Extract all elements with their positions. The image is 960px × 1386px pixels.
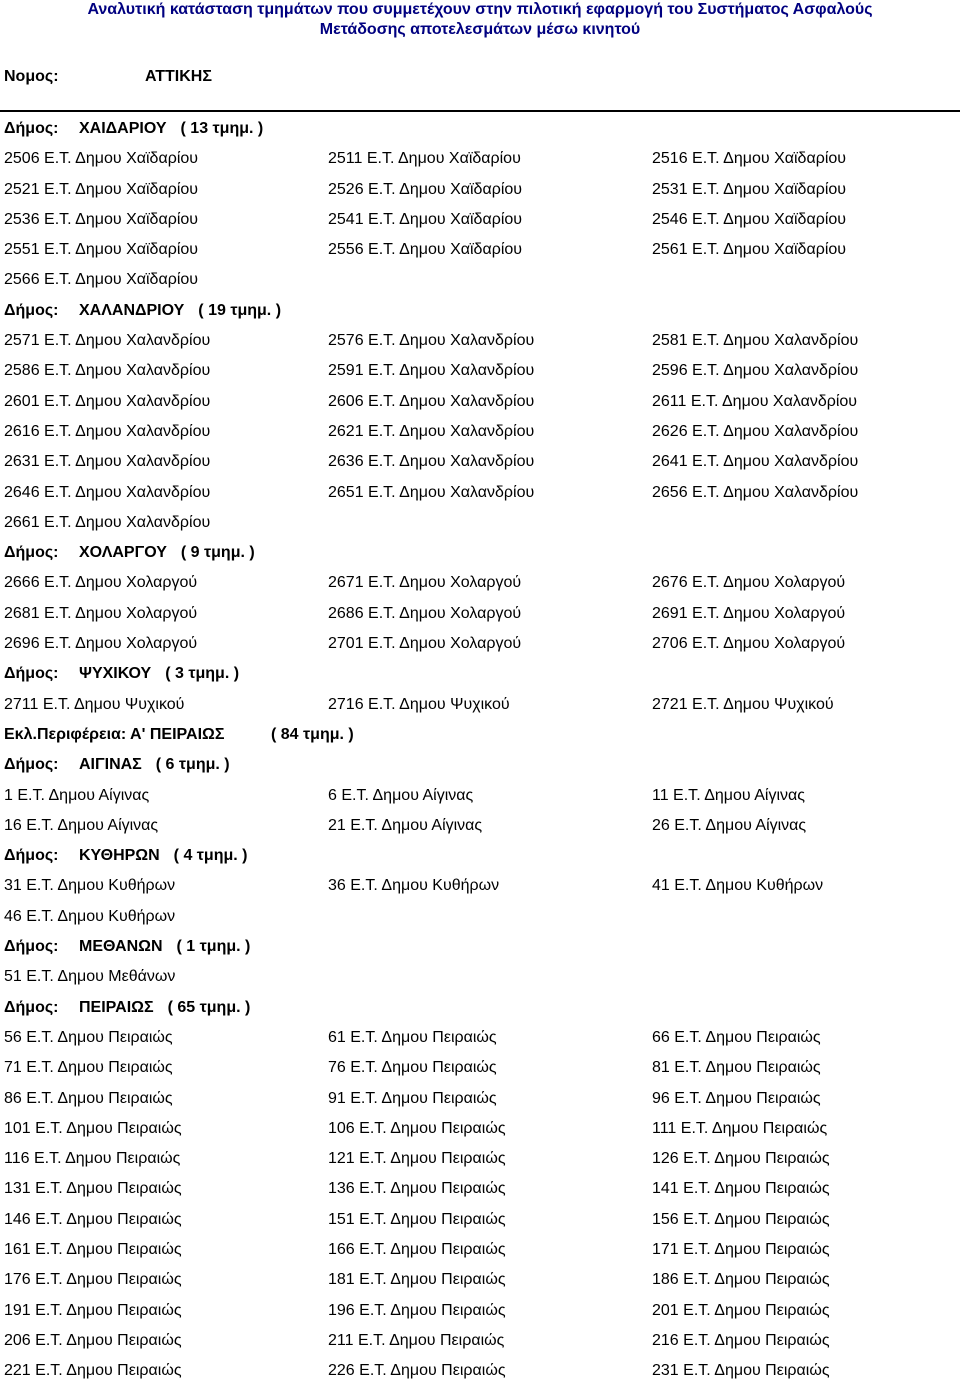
station-count: ( 13 τμημ. ): [180, 120, 264, 137]
station-count: ( 19 τμημ. ): [198, 301, 282, 319]
station-cell: 2706 Ε.Τ. Δημου Χολαργού: [652, 635, 846, 653]
table-row: [0, 811, 960, 841]
station-cell: 156 Ε.Τ. Δημου Πειραιώς: [652, 1210, 830, 1228]
station-cell: 146 Ε.Τ. Δημου Πειραιώς: [4, 1210, 182, 1228]
table-row: [0, 902, 960, 932]
station-cell: 16 Ε.Τ. Δημου Αίγινας: [4, 816, 159, 834]
station-cell: 201 Ε.Τ. Δημου Πειραιώς: [652, 1301, 830, 1319]
station-cell: 2561 Ε.Τ. Δημου Χαϊδαρίου: [652, 241, 847, 259]
station-cell: 41 Ε.Τ. Δημου Κυθήρων: [652, 877, 824, 895]
station-cell: 2506 Ε.Τ. Δημου Χαϊδαρίου: [4, 150, 199, 168]
municipality-name: ΚΥΘΗΡΩΝ: [79, 847, 160, 865]
station-cell: 211 Ε.Τ. Δημου Πειραιώς: [328, 1331, 505, 1349]
municipality-header: [0, 841, 960, 871]
station-count: ( 4 τμημ. ): [173, 847, 248, 865]
table-row: [0, 1144, 960, 1174]
station-cell: 206 Ε.Τ. Δημου Πειραιώς: [4, 1331, 182, 1349]
municipality-label: Δήμος:: [4, 998, 59, 1016]
municipality-label: Δήμος:: [4, 665, 59, 683]
station-cell: 76 Ε.Τ. Δημου Πειραιώς: [328, 1059, 497, 1077]
station-cell: 2576 Ε.Τ. Δημου Χαλανδρίου: [328, 332, 535, 350]
municipality-label: Δήμος:: [4, 938, 59, 956]
station-cell: 2601 Ε.Τ. Δημου Χαλανδρίου: [4, 392, 211, 410]
station-cell: 2691 Ε.Τ. Δημου Χολαργού: [652, 604, 846, 622]
table-row: [0, 387, 960, 417]
station-cell: 66 Ε.Τ. Δημου Πειραιώς: [652, 1028, 821, 1046]
table-row: [0, 1296, 960, 1326]
station-cell: 116 Ε.Τ. Δημου Πειραιώς: [4, 1150, 181, 1168]
title-line-2: Μετάδοσης αποτελεσμάτων μέσω κινητού: [319, 21, 641, 38]
station-cell: 121 Ε.Τ. Δημου Πειραιώς: [328, 1150, 506, 1168]
table-row: [0, 871, 960, 901]
station-cell: 2546 Ε.Τ. Δημου Χαϊδαρίου: [652, 210, 847, 228]
region-label: Εκλ.Περιφέρεια: Α' ΠΕΙΡΑΙΩΣ: [4, 725, 225, 743]
station-cell: 161 Ε.Τ. Δημου Πειραιώς: [4, 1240, 182, 1258]
station-cell: 176 Ε.Τ. Δημου Πειραιώς: [4, 1271, 182, 1289]
municipality-label: Δήμος:: [4, 544, 59, 562]
station-cell: 6 Ε.Τ. Δημου Αίγινας: [328, 786, 474, 804]
table-row: [0, 356, 960, 386]
table-row: [0, 447, 960, 477]
municipality-header: [0, 114, 960, 144]
station-cell: 2536 Ε.Τ. Δημου Χαϊδαρίου: [4, 210, 199, 228]
station-cell: 2541 Ε.Τ. Δημου Χαϊδαρίου: [328, 210, 523, 228]
station-count: ( 3 τμημ. ): [165, 665, 240, 683]
municipality-header: [0, 932, 960, 962]
station-cell: 2626 Ε.Τ. Δημου Χαλανδρίου: [652, 422, 859, 440]
header-divider: [0, 110, 960, 112]
municipality-name: ΨΥΧΙΚΟΥ: [79, 665, 152, 683]
region-header: [0, 720, 960, 750]
table-row: [0, 175, 960, 205]
table-row: [0, 568, 960, 598]
table-row: [0, 1356, 960, 1386]
table-row: [0, 144, 960, 174]
station-cell: 101 Ε.Τ. Δημου Πειραιώς: [4, 1119, 182, 1137]
municipality-title: [79, 296, 281, 326]
table-row: [0, 1084, 960, 1114]
station-count: ( 9 τμημ. ): [180, 544, 255, 562]
station-cell: 2526 Ε.Τ. Δημου Χαϊδαρίου: [328, 180, 523, 198]
title-line-1: Αναλυτική κατάσταση τμημάτων που συμμετέχουν στην πιλοτική εφαρμογή του Συστήματος Ασφαλούς: [87, 1, 873, 18]
station-cell: 2511 Ε.Τ. Δημου Χαϊδαρίου: [328, 150, 521, 168]
station-cell: 2606 Ε.Τ. Δημου Χαλανδρίου: [328, 392, 535, 410]
table-row: [0, 265, 960, 295]
municipality-name: ΧΟΛΑΡΓΟΥ: [79, 544, 167, 562]
station-cell: 2621 Ε.Τ. Δημου Χαλανδρίου: [328, 422, 535, 440]
municipality-name: ΧΑΙΔΑΡΙΟΥ: [79, 120, 167, 137]
station-cell: 26 Ε.Τ. Δημου Αίγινας: [652, 816, 807, 834]
station-cell: 2616 Ε.Τ. Δημου Χαλανδρίου: [4, 422, 211, 440]
station-cell: 2671 Ε.Τ. Δημου Χολαργού: [328, 574, 522, 592]
station-cell: 2716 Ε.Τ. Δημου Ψυχικού: [328, 695, 510, 713]
station-cell: 2711 Ε.Τ. Δημου Ψυχικού: [4, 695, 185, 713]
region-count: ( 84 τμημ. ): [271, 725, 354, 743]
municipality-title: [79, 114, 263, 144]
station-cell: 2676 Ε.Τ. Δημου Χολαργού: [652, 574, 846, 592]
station-cell: 86 Ε.Τ. Δημου Πειραιώς: [4, 1089, 173, 1107]
table-row: [0, 205, 960, 235]
station-cell: 216 Ε.Τ. Δημου Πειραιώς: [652, 1331, 830, 1349]
station-cell: 231 Ε.Τ. Δημου Πειραιώς: [652, 1362, 830, 1380]
station-cell: 2586 Ε.Τ. Δημου Χαλανδρίου: [4, 362, 211, 380]
table-row: [0, 1326, 960, 1356]
station-cell: 51 Ε.Τ. Δημου Μεθάνων: [4, 968, 176, 986]
municipality-label: Δήμος:: [4, 756, 59, 774]
station-count: ( 1 τμημ. ): [176, 938, 251, 956]
municipality-header: [0, 993, 960, 1023]
station-cell: 181 Ε.Τ. Δημου Πειραιώς: [328, 1271, 506, 1289]
station-cell: 2596 Ε.Τ. Δημου Χαλανδρίου: [652, 362, 859, 380]
municipality-title: [79, 659, 239, 689]
municipality-title: [79, 750, 230, 780]
station-cell: 96 Ε.Τ. Δημου Πειραιώς: [652, 1089, 821, 1107]
station-count: ( 65 τμημ. ): [167, 998, 251, 1016]
station-cell: 11 Ε.Τ. Δημου Αίγινας: [652, 786, 805, 804]
station-cell: 2701 Ε.Τ. Δημου Χολαργού: [328, 635, 522, 653]
municipality-title: [79, 538, 255, 568]
station-cell: 191 Ε.Τ. Δημου Πειραιώς: [4, 1301, 182, 1319]
municipality-label: Δήμος:: [4, 120, 59, 137]
station-cell: 2636 Ε.Τ. Δημου Χαλανδρίου: [328, 453, 535, 471]
station-cell: 106 Ε.Τ. Δημου Πειραιώς: [328, 1119, 506, 1137]
municipality-name: ΧΑΛΑΝΔΡΙΟΥ: [79, 301, 185, 319]
table-row: [0, 962, 960, 992]
table-row: [0, 326, 960, 356]
station-cell: 61 Ε.Τ. Δημου Πειραιώς: [328, 1028, 497, 1046]
station-cell: 21 Ε.Τ. Δημου Αίγινας: [328, 816, 483, 834]
table-row: [0, 1053, 960, 1083]
table-row: [0, 690, 960, 720]
station-cell: 56 Ε.Τ. Δημου Πειραιώς: [4, 1028, 173, 1046]
table-row: [0, 508, 960, 538]
municipality-title: [79, 993, 250, 1023]
station-cell: 2566 Ε.Τ. Δημου Χαϊδαρίου: [4, 271, 199, 289]
station-cell: 2571 Ε.Τ. Δημου Χαλανδρίου: [4, 332, 211, 350]
station-cell: 196 Ε.Τ. Δημου Πειραιώς: [328, 1301, 506, 1319]
station-cell: 2556 Ε.Τ. Δημου Χαϊδαρίου: [328, 241, 523, 259]
nomos-label: Νομος:: [4, 68, 59, 85]
station-cell: 81 Ε.Τ. Δημου Πειραιώς: [652, 1059, 821, 1077]
station-cell: 171 Ε.Τ. Δημου Πειραιώς: [652, 1240, 830, 1258]
station-cell: 151 Ε.Τ. Δημου Πειραιώς: [328, 1210, 506, 1228]
station-cell: 2721 Ε.Τ. Δημου Ψυχικού: [652, 695, 834, 713]
station-cell: 2521 Ε.Τ. Δημου Χαϊδαρίου: [4, 180, 199, 198]
station-cell: 2581 Ε.Τ. Δημου Χαλανδρίου: [652, 332, 859, 350]
municipality-title: [79, 932, 250, 962]
municipality-name: ΜΕΘΑΝΩΝ: [79, 938, 163, 956]
station-cell: 131 Ε.Τ. Δημου Πειραιώς: [4, 1180, 182, 1198]
station-cell: 141 Ε.Τ. Δημου Πειραιώς: [652, 1180, 830, 1198]
table-row: [0, 1114, 960, 1144]
municipality-label: Δήμος:: [4, 847, 59, 865]
table-row: [0, 1265, 960, 1295]
municipality-label: Δήμος:: [4, 301, 59, 319]
table-row: [0, 478, 960, 508]
table-row: [0, 781, 960, 811]
table-row: [0, 599, 960, 629]
municipality-header: [0, 296, 960, 326]
station-cell: 2646 Ε.Τ. Δημου Χαλανδρίου: [4, 483, 211, 501]
municipality-header: [0, 750, 960, 780]
document-title: [0, 0, 960, 40]
station-cell: 126 Ε.Τ. Δημου Πειραιώς: [652, 1150, 830, 1168]
polling-stations-list: [0, 114, 960, 1386]
station-cell: 2661 Ε.Τ. Δημου Χαλανδρίου: [4, 513, 211, 531]
municipality-header: [0, 538, 960, 568]
table-row: [0, 1205, 960, 1235]
station-cell: 186 Ε.Τ. Δημου Πειραιώς: [652, 1271, 830, 1289]
station-cell: 2516 Ε.Τ. Δημου Χαϊδαρίου: [652, 150, 847, 168]
station-cell: 226 Ε.Τ. Δημου Πειραιώς: [328, 1362, 506, 1380]
table-row: [0, 1174, 960, 1204]
station-cell: 2696 Ε.Τ. Δημου Χολαργού: [4, 635, 198, 653]
station-cell: 2531 Ε.Τ. Δημου Χαϊδαρίου: [652, 180, 847, 198]
station-cell: 2551 Ε.Τ. Δημου Χαϊδαρίου: [4, 241, 199, 259]
station-count: ( 6 τμημ. ): [155, 756, 230, 774]
nomos-value: ΑΤΤΙΚΗΣ: [145, 68, 212, 85]
station-cell: 136 Ε.Τ. Δημου Πειραιώς: [328, 1180, 506, 1198]
table-row: [0, 417, 960, 447]
station-cell: 71 Ε.Τ. Δημου Πειραιώς: [4, 1059, 173, 1077]
station-cell: 2656 Ε.Τ. Δημου Χαλανδρίου: [652, 483, 859, 501]
station-cell: 2666 Ε.Τ. Δημου Χολαργού: [4, 574, 198, 592]
table-row: [0, 235, 960, 265]
municipality-name: ΠΕΙΡΑΙΩΣ: [79, 998, 154, 1016]
station-cell: 2611 Ε.Τ. Δημου Χαλανδρίου: [652, 392, 858, 410]
station-cell: 31 Ε.Τ. Δημου Κυθήρων: [4, 877, 176, 895]
table-row: [0, 629, 960, 659]
municipality-header: [0, 659, 960, 689]
station-cell: 2631 Ε.Τ. Δημου Χαλανδρίου: [4, 453, 211, 471]
station-cell: 46 Ε.Τ. Δημου Κυθήρων: [4, 907, 176, 925]
station-cell: 2591 Ε.Τ. Δημου Χαλανδρίου: [328, 362, 535, 380]
station-cell: 111 Ε.Τ. Δημου Πειραιώς: [652, 1119, 828, 1137]
station-cell: 2651 Ε.Τ. Δημου Χαλανδρίου: [328, 483, 535, 501]
municipality-name: ΑΙΓΙΝΑΣ: [79, 756, 142, 774]
table-row: [0, 1235, 960, 1265]
station-cell: 221 Ε.Τ. Δημου Πειραιώς: [4, 1362, 182, 1380]
station-cell: 91 Ε.Τ. Δημου Πειραιώς: [328, 1089, 497, 1107]
municipality-title: [79, 841, 248, 871]
table-row: [0, 1023, 960, 1053]
station-cell: 166 Ε.Τ. Δημου Πειραιώς: [328, 1240, 506, 1258]
nomos-line: [4, 68, 212, 86]
station-cell: 2681 Ε.Τ. Δημου Χολαργού: [4, 604, 198, 622]
station-cell: 36 Ε.Τ. Δημου Κυθήρων: [328, 877, 500, 895]
station-cell: 2686 Ε.Τ. Δημου Χολαργού: [328, 604, 522, 622]
station-cell: 2641 Ε.Τ. Δημου Χαλανδρίου: [652, 453, 859, 471]
station-cell: 1 Ε.Τ. Δημου Αίγινας: [4, 786, 150, 804]
